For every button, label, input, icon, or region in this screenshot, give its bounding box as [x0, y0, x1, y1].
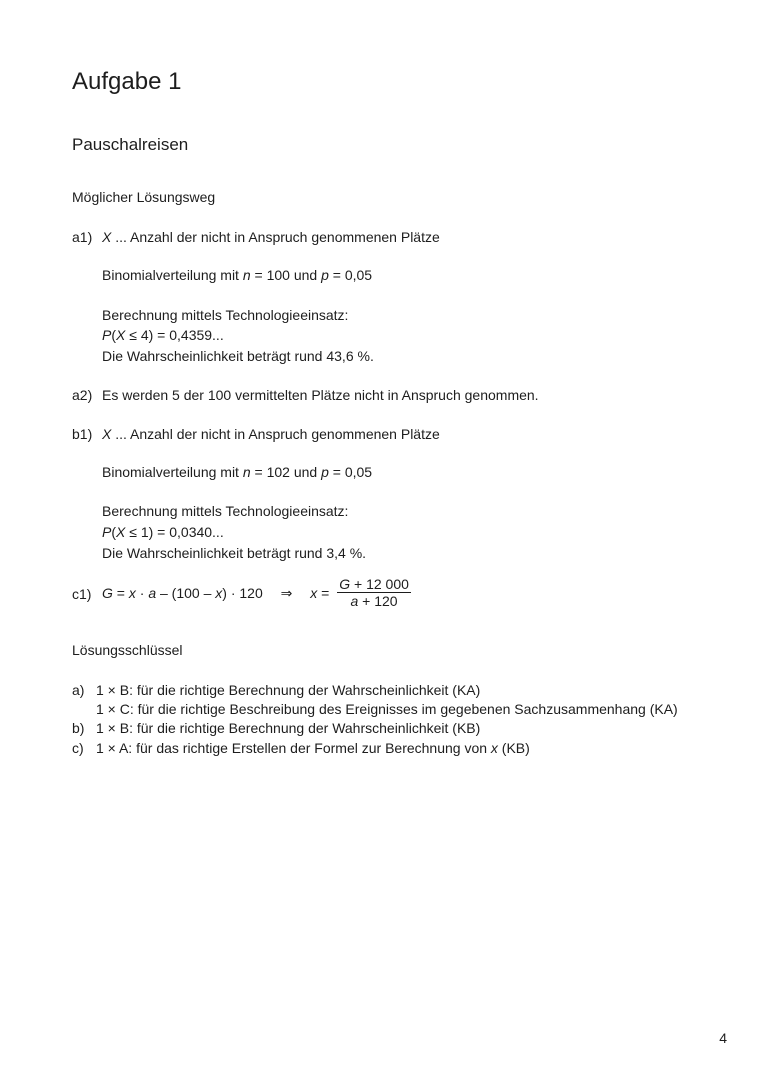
c1-dot1: ·: [135, 584, 149, 601]
a1-def-text: ... Anzahl der nicht in Anspruch genommenen Plätze: [111, 229, 440, 245]
c1-x3: x: [310, 584, 318, 601]
b1-definition: [102, 425, 440, 443]
c1-denominator: [337, 593, 411, 608]
key-item-c: [96, 739, 530, 758]
c1-G: G: [102, 584, 113, 601]
c1-den-rest: + 120: [358, 593, 398, 609]
solution-heading: Möglicher Lösungsweg: [72, 189, 216, 205]
c1-lhs: [102, 584, 263, 602]
c1-num-rest: + 12 000: [350, 576, 409, 592]
c1-eq2: =: [317, 584, 330, 601]
a1-binomial-line: [102, 266, 372, 284]
key-item-a-2: 1 × C: für die richtige Beschreibung des Ereignisses im gegebenen Sachzusammenhang (KA): [96, 701, 678, 717]
a2-text: Es werden 5 der 100 vermittelten Plätze nicht in Anspruch genommen.: [102, 387, 539, 403]
a1-result: Die Wahrscheinlichkeit beträgt rund 43,6 %.: [102, 348, 374, 364]
c1-tail: ) · 120: [222, 584, 263, 601]
b1-p-val: = 0,05: [328, 464, 373, 480]
a1-p-var: p: [321, 267, 329, 283]
a1-definition: [102, 228, 440, 246]
b1-var-x: X: [102, 426, 112, 442]
key-item-b: 1 × B: für die richtige Berechnung der Wahrscheinlichkeit (KB): [96, 720, 481, 736]
task-subtitle: Pauschalreisen: [72, 135, 189, 154]
a1-probability: [102, 326, 224, 344]
c1-minus: – (100 –: [156, 584, 216, 601]
a1-n-val: = 100: [250, 267, 294, 283]
a1-binom-prefix: Binomialverteilung mit: [102, 267, 243, 283]
c1-num-G: G: [339, 576, 351, 592]
a1-n-var: n: [242, 267, 251, 283]
b1-calc-heading: Berechnung mittels Technologieeinsatz:: [102, 503, 349, 519]
b1-und: und: [293, 464, 322, 480]
key-item-c-pre: 1 × A: für das richtige Erstellen der Formel zur Berechnung von: [96, 740, 491, 756]
key-label-c: c): [72, 740, 84, 756]
page-title: Aufgabe 1: [72, 68, 182, 95]
a1-prob-X: X: [116, 327, 126, 343]
key-heading: Lösungsschlüssel: [72, 642, 183, 658]
a1-prob-P: P: [102, 327, 112, 343]
c1-numerator: [337, 577, 411, 593]
a1-prob-rest: ≤ 4) = 0,4359...: [125, 327, 224, 343]
label-a1: a1): [72, 229, 93, 245]
b1-n-var: n: [242, 464, 251, 480]
c1-x1: x: [128, 584, 136, 601]
c1-den-a: a: [350, 593, 359, 609]
a1-calc-heading: Berechnung mittels Technologieeinsatz:: [102, 307, 349, 323]
key-label-b: b): [72, 720, 85, 736]
key-item-a-1: 1 × B: für die richtige Berechnung der Wahrscheinlichkeit (KA): [96, 682, 481, 698]
c1-x2: x: [215, 584, 223, 601]
a1-p-val: = 0,05: [328, 267, 373, 283]
c1-a1: a: [148, 584, 157, 601]
key-label-a: a): [72, 682, 85, 698]
label-b1: b1): [72, 426, 93, 442]
c1-eq1: =: [112, 584, 129, 601]
b1-binomial-line: [102, 463, 372, 481]
a1-var-x: X: [102, 229, 112, 245]
page-number: 4: [719, 1030, 727, 1046]
b1-probability: [102, 523, 224, 541]
b1-binom-prefix: Binomialverteilung mit: [102, 464, 243, 480]
b1-def-text: ... Anzahl der nicht in Anspruch genommenen Plätze: [111, 426, 440, 442]
c1-fraction: [337, 577, 411, 608]
b1-prob-X: X: [116, 524, 126, 540]
b1-prob-open: (: [111, 524, 117, 540]
b1-p-var: p: [321, 464, 329, 480]
c1-implies-arrow: ⇒: [280, 584, 293, 601]
b1-prob-rest: ≤ 1) = 0,0340...: [125, 524, 224, 540]
c1-rhs: [310, 584, 329, 602]
c1-formula: [102, 577, 411, 608]
label-a2: a2): [72, 387, 93, 403]
b1-prob-P: P: [102, 524, 112, 540]
b1-n-val: = 102: [250, 464, 294, 480]
key-item-c-post: (KB): [497, 740, 530, 756]
key-item-c-var: x: [490, 740, 498, 756]
b1-result: Die Wahrscheinlichkeit beträgt rund 3,4 %.: [102, 545, 367, 561]
label-c1: c1): [72, 586, 92, 602]
a1-prob-open: (: [111, 327, 117, 343]
a1-und: und: [293, 267, 322, 283]
